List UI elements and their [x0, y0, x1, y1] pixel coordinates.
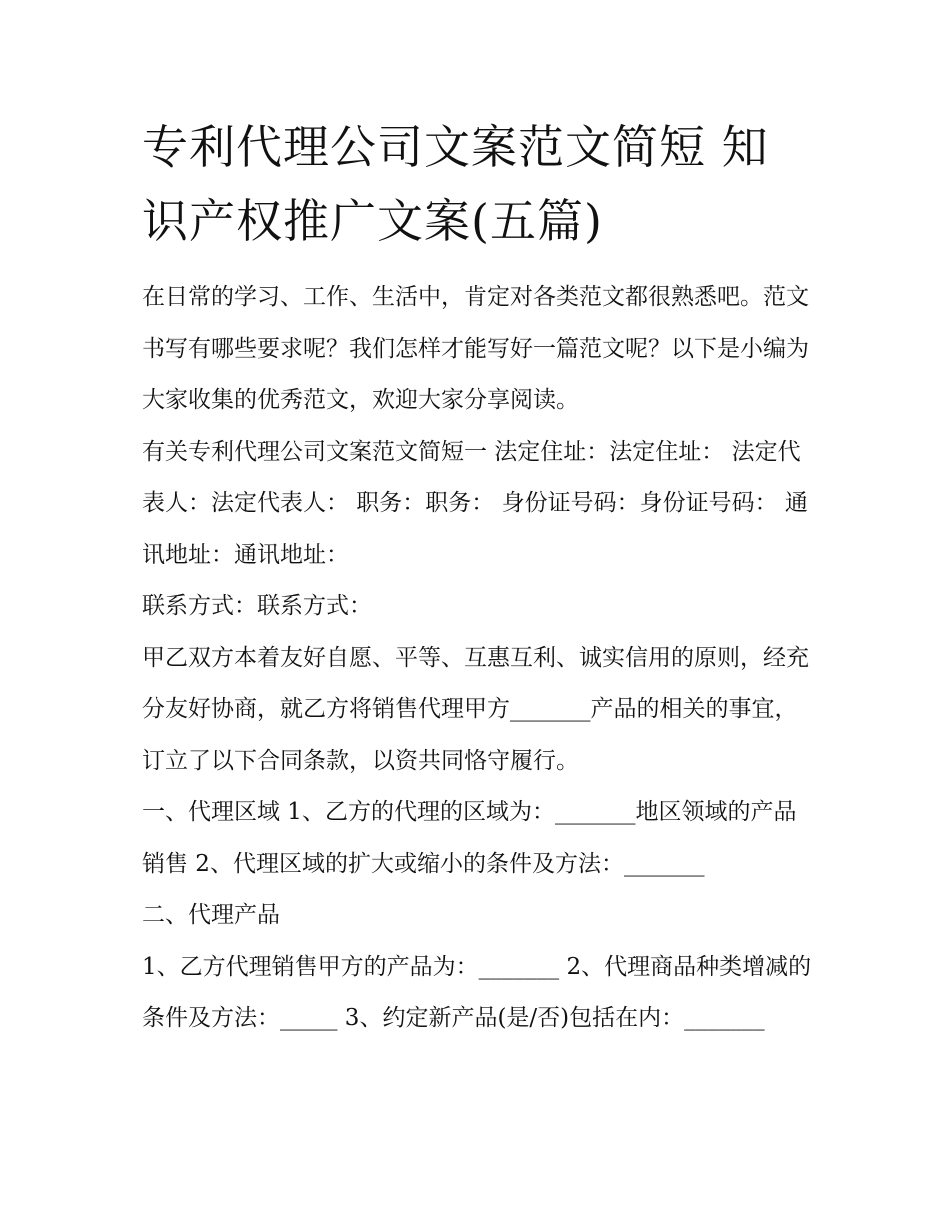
intro-paragraph: 在日常的学习、工作、生活中，肯定对各类范文都很熟悉吧。范文书写有哪些要求呢？我们怎样才能写好一篇范文呢？以下是小编为大家收集的优秀范文，欢迎大家分享阅读。	[142, 284, 809, 413]
agreement-preamble-paragraph: 甲乙双方本着友好自愿、平等、互惠互利、诚实信用的原则，经充分友好协商，就乙方将销售代理甲方_______产品的相关的事宜，订立了以下合同条款，以资共同恪守履行。	[142, 644, 809, 774]
document-body	[142, 272, 814, 1045]
section-agency-products: 1、乙方代理销售甲方的产品为：_______ 2、代理商品种类增减的条件及方法：_____ 3、约定新产品(是/否)包括在内：_______	[142, 953, 812, 1031]
contact-paragraph: 联系方式：联系方式：	[142, 593, 372, 619]
party-info-paragraph: 有关专利代理公司文案范文简短一 法定住址：法定住址： 法定代表人：法定代表人： 职务：职务： 身份证号码：身份证号码： 通讯地址：通讯地址：	[142, 438, 808, 568]
section-agency-area: 一、代理区域 1、乙方的代理的区域为：_______地区领域的产品销售 2、代理区域的扩大或缩小的条件及方法：_______	[142, 799, 797, 877]
document-title: 专利代理公司文案范文简短 知识产权推广文案(五篇)	[142, 120, 769, 248]
section-heading-products: 二、代理产品	[142, 902, 280, 928]
document-content	[142, 110, 814, 1045]
